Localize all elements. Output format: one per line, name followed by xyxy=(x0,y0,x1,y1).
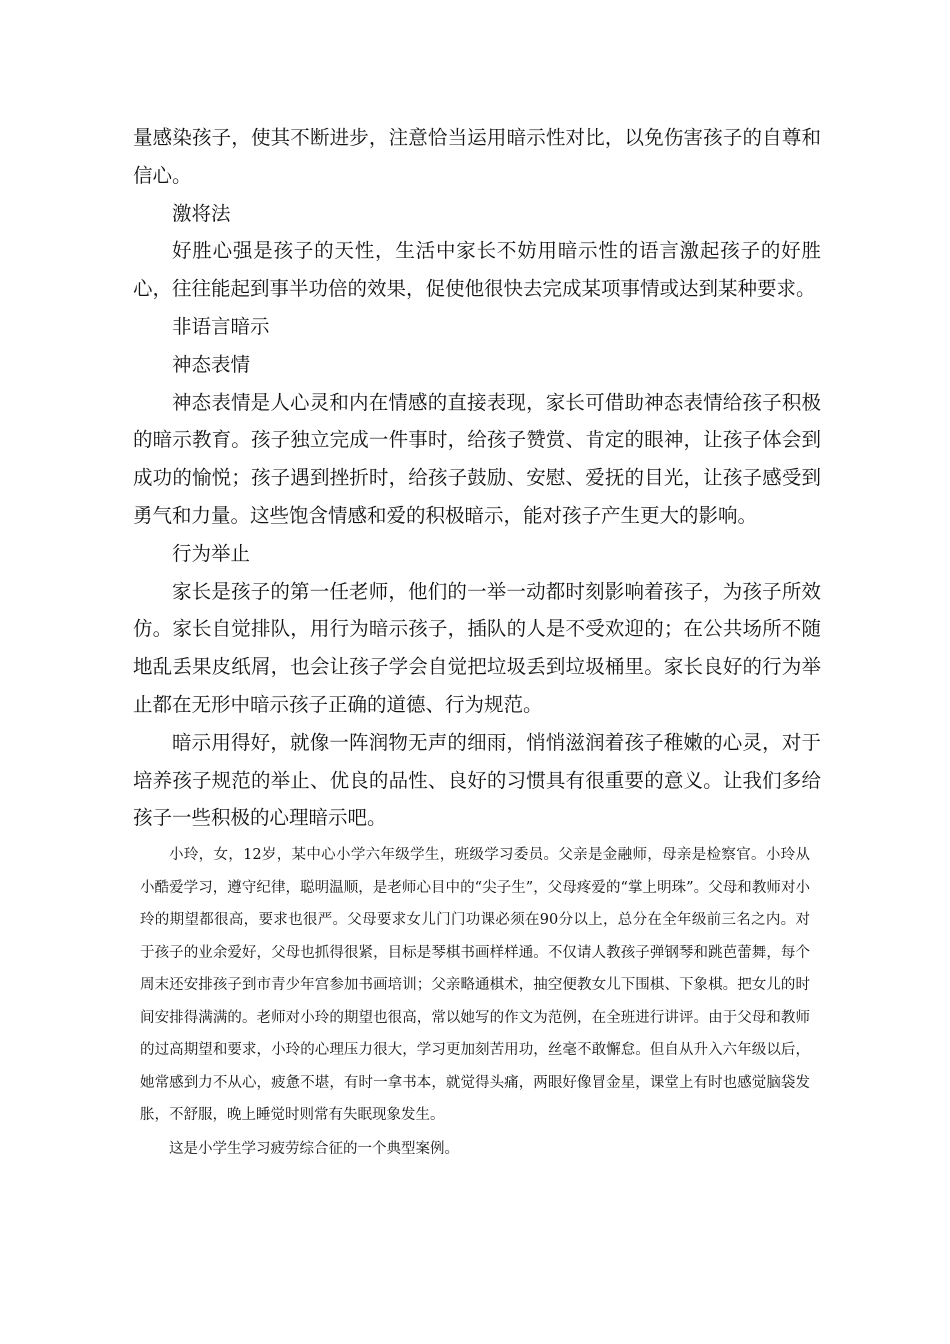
section-heading: 神态表情 xyxy=(172,352,251,376)
case-study-text: 小玲，女，12岁，某中心小学六年级学生，班级学习委员。父亲是金融师，母亲是检察官。小玲从小酷爱学习，遵守纪律，聪明温顺，是老师心目中的“尖子生”，父母疼爱的“掌上明珠”。父母和教师对小玲的期望都很高，要求也很严。父母要求女儿门门功课必须在90分以上，总分在全年级前三名之内。对于孩子的业余爱好，父母也抓得很紧，目标是琴棋书画样样通。不仅请人教孩子弹钢琴和跳芭蕾舞，每个周末还安排孩子到市青少年宫参加书画培训；父亲略通棋术，抽空便教女儿下围棋、下象棋。把女儿的时间安排得满满的。老师对小玲的期望也很高，常以她写的作文为范例，在全班进行讲评。由于父母和教师的过高期望和要求，小玲的心理压力很大，学习更加刻苦用功，丝毫不敢懈怠。但自从升入六年级以后，她常感到力不从心，疲惫不堪，有时一拿书本，就觉得头痛，两眼好像冒金星，课堂上有时也感觉脑袋发胀，不舒服，晚上睡觉时则常有失眠现象发生。 xyxy=(140,847,810,1123)
section-heading: 激将法 xyxy=(172,201,231,225)
paragraph: 暗示用得好，就像一阵润物无声的细雨，悄悄滋润着孩子稚嫩的心灵，对于培养孩子规范的举止、优良的品性、良好的习惯具有很重要的意义。让我们多给孩子一些积极的心理暗示吧。 xyxy=(133,730,821,830)
main-text xyxy=(133,119,821,837)
case-study-summary: 这是小学生学习疲劳综合征的一个典型案例。 xyxy=(169,1140,459,1157)
paragraph: 好胜心强是孩子的天性，生活中家长不妨用暗示性的语言激起孩子的好胜心，往往能起到事半功倍的效果，促使他很快去完成某项事情或达到某种要求。 xyxy=(133,239,821,301)
section-heading: 非语言暗示 xyxy=(172,314,270,338)
case-study xyxy=(140,839,810,1165)
paragraph: 家长是孩子的第一任老师，他们的一举一动都时刻影响着孩子，为孩子所效仿。家长自觉排队，用行为暗示孩子，插队的人是不受欢迎的；在公共场所不随地乱丢果皮纸屑，也会让孩子学会自觉把垃圾丢到垃圾桶里。家长良好的行为举止都在无形中暗示孩子正确的道德、行为规范。 xyxy=(133,579,821,716)
section-heading: 行为举止 xyxy=(172,541,251,565)
paragraph: 量感染孩子，使其不断进步，注意恰当运用暗示性对比，以免伤害孩子的自尊和信心。 xyxy=(133,126,821,187)
paragraph: 神态表情是人心灵和内在情感的直接表现，家长可借助神态表情给孩子积极的暗示教育。孩子独立完成一件事时，给孩子赞赏、肯定的眼神，让孩子体会到成功的愉悦；孩子遇到挫折时，给孩子鼓励、安慰、爱抚的目光，让孩子感受到勇气和力量。这些饱含情感和爱的积极暗示，能对孩子产生更大的影响。 xyxy=(133,390,821,527)
